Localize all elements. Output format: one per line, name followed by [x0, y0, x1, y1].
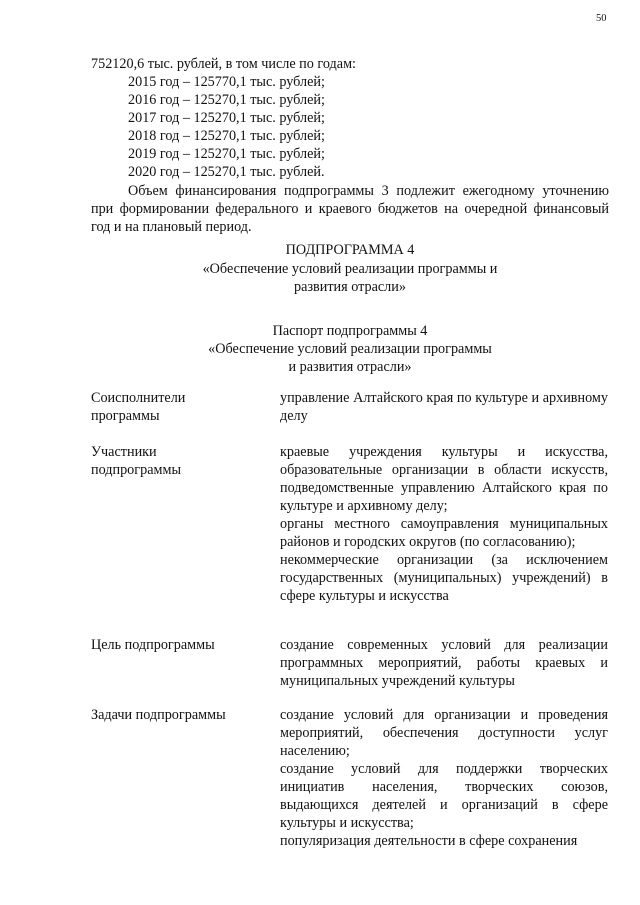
financing-year-2016: 2016 год – 125270,1 тыс. рублей; — [128, 92, 325, 108]
passport-name-line-1: «Обеспечение условий реализации программы — [208, 341, 492, 357]
financing-total: 752120,6 тыс. рублей, в том числе по годам: — [91, 56, 356, 72]
row-value-item: краевые учреждения культуры и искусства, образовательные организации в области искусств, подведомственные управлению Алтайского края по культуре и архивному делу; — [280, 444, 608, 514]
row-value-item: создание условий для организации и проведения мероприятий, обеспечения доступности услуг населению; — [280, 707, 608, 759]
row-label-tasks: Задачи подпрограммы — [91, 707, 226, 723]
row-value-goal — [280, 636, 608, 690]
subprogram-name-line-1: «Обеспечение условий реализации программы и — [202, 260, 498, 277]
row-value-participants — [280, 443, 608, 605]
financing-year-2019: 2019 год – 125270,1 тыс. рублей; — [128, 146, 325, 162]
financing-years-list — [128, 73, 325, 181]
row-value-item: органы местного самоуправления муниципальных районов и городских округов (по согласованию); — [280, 516, 608, 550]
row-value-tasks — [280, 706, 608, 850]
subprogram-title: ПОДПРОГРАММА 4 — [285, 242, 415, 258]
financing-note-text: Объем финансирования подпрограммы 3 подлежит ежегодному уточнению при формировании федерального и краевого бюджетов на очередной финансовый год и на плановый период. — [91, 183, 609, 235]
financing-year-2018: 2018 год – 125270,1 тыс. рублей; — [128, 128, 325, 144]
row-value-item: создание условий для поддержки творческих инициатив населения, творческих союзов, выдающихся деятелей и организаций в сфере культуры и искусства; — [280, 761, 608, 831]
subprogram-heading — [91, 241, 609, 297]
passport-title: Паспорт подпрограммы 4 — [272, 323, 428, 339]
row-value-coexecutors — [280, 389, 608, 425]
financing-year-2015: 2015 год – 125770,1 тыс. рублей; — [128, 74, 325, 90]
financing-year-2017: 2017 год – 125270,1 тыс. рублей; — [128, 110, 325, 126]
row-label-goal: Цель подпрограммы — [91, 637, 215, 653]
row-value-item: некоммерческие организации (за исключением государственных (муниципальных) учреждений) в сфере культуры и искусства — [280, 552, 608, 604]
passport-name-line-2: и развития отрасли» — [288, 359, 412, 375]
financing-year-2020: 2020 год – 125270,1 тыс. рублей. — [128, 164, 325, 180]
row-value-item: создание современных условий для реализации программных мероприятий, работы краевых и муниципальных учреждений культуры — [280, 637, 608, 689]
row-value-item: управление Алтайского края по культуре и архивному делу — [280, 390, 608, 424]
subprogram-name-line-2: развития отрасли» — [294, 279, 406, 295]
row-label-participants: Участники подпрограммы — [91, 444, 181, 478]
page-number: 50 — [596, 13, 607, 24]
financing-note — [91, 182, 609, 236]
passport-heading — [91, 322, 609, 376]
row-label-coexecutors: Соисполнители программы — [91, 390, 186, 424]
row-value-item: популяризация деятельности в сфере сохранения — [280, 833, 578, 849]
